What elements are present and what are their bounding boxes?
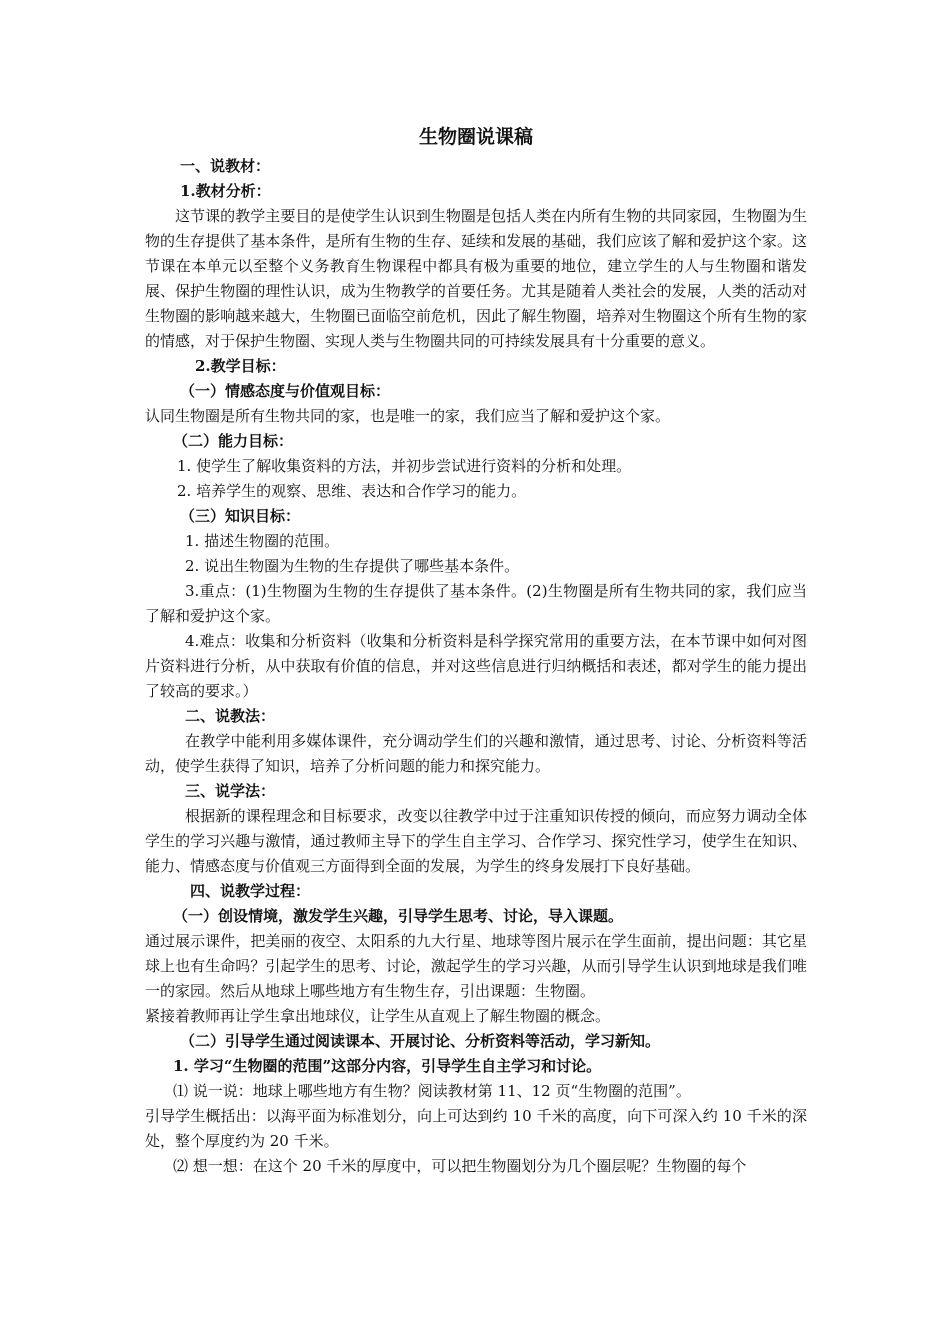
goal-item: 1. 描述生物圈的范围。 (185, 532, 340, 550)
goal-item: 1. 使学生了解收集资料的方法，并初步尝试进行资料的分析和处理。 (177, 457, 632, 475)
document-body (145, 120, 807, 1179)
goal-heading: （二）能力目标： (173, 432, 294, 450)
paragraph: 通过展示课件，把美丽的夜空、太阳系的九大行星、地球等图片展示在学生面前，提出问题：其它星球上也有生命吗？引起学生的思考、讨论，激起学生的学习兴趣，从而引导学生认识到地球是我们唯一的家园。然后从地球上哪些地方有生物生存，引出课题：生物圈。 (145, 932, 807, 1000)
goal-text: 认同生物圈是所有生物共同的家，也是唯一的家，我们应当了解和爱护这个家。 (145, 407, 671, 425)
section-heading: 二、说教法： (185, 707, 276, 725)
subsection-heading: 1.教材分析： (180, 182, 271, 200)
subsection-heading: 2.教学目标： (195, 357, 286, 375)
process-heading: （一）创设情境，激发学生兴趣，引导学生思考、讨论，导入课题。 (173, 907, 624, 925)
process-heading: （二）引导学生通过阅读课本、开展讨论、分析资料等活动，学习新知。 (180, 1032, 661, 1050)
paragraph: 这节课的教学主要目的是使学生认识到生物圈是包括人类在内所有生物的共同家园，生物圈为生物的生存提供了基本条件，是所有生物的生存、延续和发展的基础，我们应该了解和爱护这个家。这节课在本单元以至整个义务教育生物课程中都具有极为重要的地位，建立学生的人与生物圈和谐发展、保护生物圈的理性认识，成为生物教学的首要任务。尤其是随着人类社会的发展，人类的活动对生物圈的影响越来越大，生物圈已面临空前危机，因此了解生物圈，培养对生物圈这个所有生物的家的情感，对于保护生物圈、实现人类与生物圈共同的可持续发展具有十分重要的意义。 (145, 207, 807, 350)
paragraph: ⑴ 说一说：地球上哪些地方有生物？阅读教材第 11、12 页“生物圈的范围”。 (173, 1082, 691, 1100)
section-heading: 一、说教材： (180, 157, 271, 175)
section-heading: 三、说学法： (185, 782, 276, 800)
document-title: 生物圈说课稿 (418, 126, 533, 148)
paragraph: 引导学生概括出：以海平面为标准划分，向上可达到约 10 千米的高度，向下可深入约 10 千米的深处，整个厚度约为 20 千米。 (145, 1107, 807, 1150)
goal-item: 2. 说出生物圈为生物的生存提供了哪些基本条件。 (185, 557, 520, 575)
goal-heading: （一）情感态度与价值观目标： (180, 382, 391, 400)
section-heading: 四、说教学过程： (190, 882, 311, 900)
goal-item: 4.难点：收集和分析资料（收集和分析资料是科学探究常用的重要方法，在本节课中如何对图片资料进行分析，从中获取有价值的信息，并对这些信息进行归纳概括和表述，都对学生的能力提出了较高的要求。） (145, 632, 807, 700)
goal-item: 2. 培养学生的观察、思维、表达和合作学习的能力。 (177, 482, 527, 500)
paragraph: 在教学中能利用多媒体课件，充分调动学生们的兴趣和激情，通过思考、讨论、分析资料等活动，使学生获得了知识，培养了分析问题的能力和探究能力。 (145, 732, 807, 775)
paragraph: 根据新的课程理念和目标要求，改变以往教学中过于注重知识传授的倾向，而应努力调动全体学生的学习兴趣与激情，通过教师主导下的学生自主学习、合作学习、探究性学习，使学生在知识、能力、情感态度与价值观三方面得到全面的发展，为学生的终身发展打下良好基础。 (145, 807, 807, 875)
goal-item: 3.重点：(1)生物圈为生物的生存提供了基本条件。(2)生物圈是所有生物共同的家，我们应当了解和爱护这个家。 (145, 582, 807, 625)
goal-heading: （三）知识目标： (180, 507, 301, 525)
paragraph: ⑵ 想一想：在这个 20 千米的厚度中，可以把生物圈划分为几个圈层呢？生物圈的每个 (173, 1157, 747, 1175)
process-subheading: 1. 学习“生物圈的范围”这部分内容，引导学生自主学习和讨论。 (173, 1057, 602, 1075)
paragraph: 紧接着教师再让学生拿出地球仪，让学生从直观上了解生物圈的概念。 (145, 1007, 611, 1025)
